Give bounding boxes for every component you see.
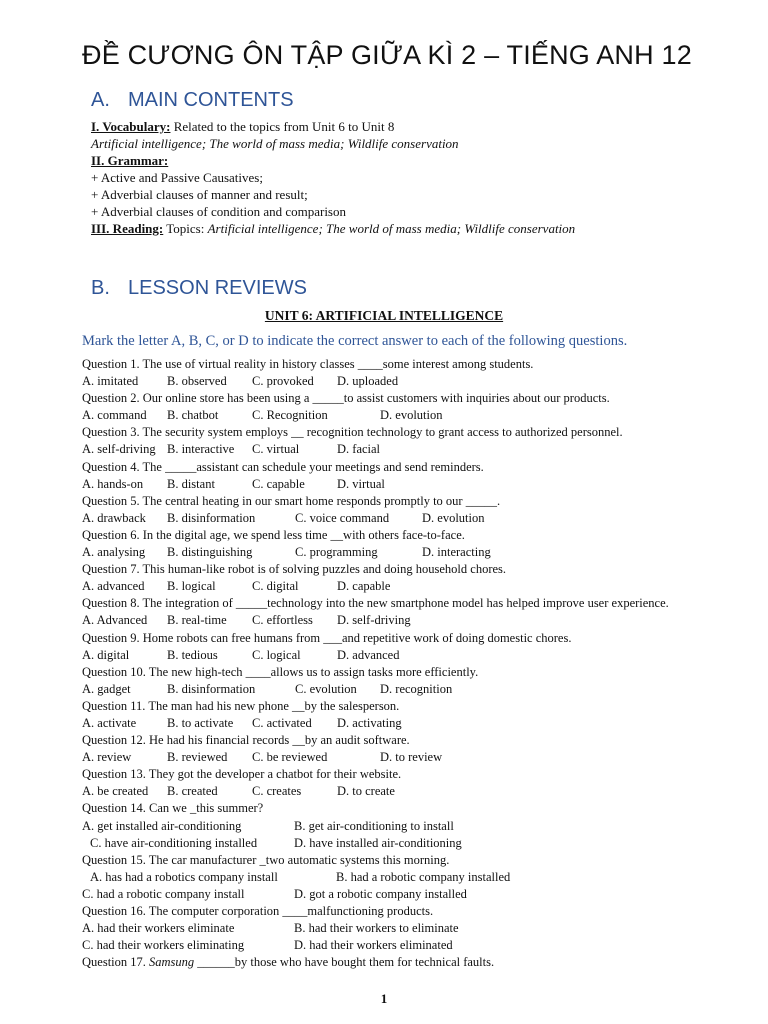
question-17-label: Question 17.	[82, 955, 150, 970]
question-3: Question 3. The security system employs __ recognition technology to grant access to authorized personnel.	[82, 425, 623, 440]
option-c: C. had a robotic company install	[82, 886, 245, 901]
option-c: C. provoked	[252, 374, 314, 389]
answer-options	[82, 544, 707, 561]
option-b: B. tedious	[167, 647, 218, 662]
reading-label: III. Reading:	[91, 221, 164, 236]
section-label: MAIN CONTENTS	[128, 89, 294, 111]
option-d: D. virtual	[337, 476, 385, 491]
question-16: Question 16. The computer corporation ____malfunctioning products.	[82, 904, 434, 918]
grammar-label: II. Grammar:	[91, 153, 169, 168]
option-a: A. advanced	[82, 579, 145, 594]
option-d: D. to review	[380, 750, 443, 765]
vocabulary-topics: Artificial intelligence; The world of mass media; Wildlife conservation	[91, 136, 459, 151]
answer-options	[82, 373, 707, 390]
option-c: C. virtual	[252, 442, 300, 457]
unit-title-wrap	[82, 308, 686, 324]
option-d: D. activating	[337, 715, 402, 730]
question-15: Question 15. The car manufacturer _two automatic systems this morning.	[82, 852, 450, 867]
option-c: C. have air-conditioning installed	[90, 835, 258, 850]
option-d: D. evolution	[380, 408, 443, 423]
answer-options	[82, 869, 707, 886]
question-4: Question 4. The _____assistant can schedule your meetings and send reminders.	[82, 459, 484, 474]
option-c: C. effortless	[252, 613, 313, 628]
answer-options	[82, 835, 707, 852]
option-c: C. logical	[252, 647, 301, 662]
option-c: C. activated	[252, 715, 312, 730]
option-a: A. Advanced	[82, 613, 148, 628]
option-b: B. real-time	[167, 613, 227, 628]
option-b: B. observed	[167, 374, 227, 389]
answer-options	[82, 647, 707, 664]
option-d: D. recognition	[380, 681, 453, 696]
answer-options	[82, 681, 707, 698]
option-b: B. created	[167, 784, 218, 799]
vocabulary-line	[91, 118, 731, 135]
option-b: B. had their workers to eliminate	[294, 921, 459, 936]
option-d: D. uploaded	[337, 374, 399, 389]
option-d: D. had their workers eliminated	[294, 938, 453, 953]
question-7: Question 7. This human-like robot is of solving puzzles and doing household chores.	[82, 562, 507, 577]
unit-title: UNIT 6: ARTIFICIAL INTELLIGENCE	[264, 308, 504, 323]
option-c: C. Recognition	[252, 408, 328, 423]
section-letter: B.	[91, 277, 110, 299]
option-a: A. gadget	[82, 681, 131, 696]
reading-line	[91, 220, 731, 237]
question-10: Question 10. The new high-tech ____allows us to assign tasks more efficiently.	[82, 664, 479, 679]
option-a: A. activate	[82, 715, 137, 730]
answer-options	[82, 749, 707, 766]
instruction: Mark the letter A, B, C, or D to indicate the correct answer to each of the following questions.	[82, 333, 628, 349]
option-a: A. analysing	[82, 545, 146, 560]
option-a: A. command	[82, 408, 147, 423]
option-a: A. has had a robotics company install	[90, 869, 278, 884]
option-d: D. facial	[337, 442, 381, 457]
reading-prefix: Topics:	[163, 221, 208, 236]
option-d: D. interacting	[422, 545, 491, 560]
answer-options	[82, 920, 707, 937]
page-number: 1	[380, 991, 388, 1006]
option-b: B. interactive	[167, 442, 235, 457]
question-1: Question 1. The use of virtual reality in history classes ____some interest among students.	[82, 357, 534, 371]
question-list	[82, 356, 707, 971]
option-b: B. get air-conditioning to install	[294, 818, 454, 833]
question-12: Question 12. He had his financial records __by an audit software.	[82, 733, 410, 748]
question-9: Question 9. Home robots can free humans from ___and repetitive work of doing domestic chores.	[82, 630, 572, 645]
page-title: ĐỀ CƯƠNG ÔN TẬP GIỮA KÌ 2 – TIẾNG ANH 12	[82, 40, 692, 70]
option-b: B. disinformation	[167, 510, 256, 525]
option-c: C. programming	[295, 545, 378, 560]
section-heading-main-contents	[91, 89, 294, 112]
question-14: Question 14. Can we _this summer?	[82, 801, 264, 816]
option-c: C. evolution	[295, 681, 357, 696]
option-a: A. imitated	[82, 374, 139, 389]
option-d: D. got a robotic company installed	[294, 886, 467, 901]
question-8: Question 8. The integration of _____technology into the new smartphone model has helped improve user experience.	[82, 596, 669, 611]
grammar-item: + Adverbial clauses of manner and result;	[91, 187, 308, 202]
option-b: B. distant	[167, 476, 215, 491]
option-d: D. self-driving	[337, 613, 411, 628]
option-b: B. reviewed	[167, 750, 228, 765]
option-c: C. had their workers eliminating	[82, 938, 245, 953]
question-11: Question 11. The man had his new phone __by the salesperson.	[82, 698, 400, 713]
option-b: B. distinguishing	[167, 545, 253, 560]
option-a: A. hands-on	[82, 476, 144, 491]
option-a: A. drawback	[82, 510, 146, 525]
option-a: A. self-driving	[82, 442, 156, 457]
option-c: C. voice command	[295, 510, 390, 525]
section-heading-lesson-reviews	[91, 277, 307, 300]
option-c: C. creates	[252, 784, 302, 799]
option-a: A. had their workers eliminate	[82, 921, 235, 936]
question-5: Question 5. The central heating in our smart home responds promptly to our _____.	[82, 493, 501, 508]
answer-options	[82, 818, 707, 835]
answer-options	[82, 937, 707, 954]
option-a: A. be created	[82, 784, 149, 799]
grammar-item: + Adverbial clauses of condition and comparison	[91, 204, 346, 219]
answer-options	[82, 612, 707, 629]
option-a: A. digital	[82, 647, 130, 662]
answer-options	[82, 715, 707, 732]
answer-options	[82, 783, 707, 800]
option-b: B. logical	[167, 579, 216, 594]
option-c: C. capable	[252, 476, 305, 491]
question-17-brand: Samsung	[149, 955, 195, 970]
option-b: B. had a robotic company installed	[336, 869, 511, 884]
option-b: B. chatbot	[167, 408, 219, 423]
answer-options	[82, 441, 707, 458]
section-letter: A.	[91, 89, 110, 111]
section-label: LESSON REVIEWS	[128, 277, 307, 299]
option-a: A. review	[82, 750, 132, 765]
answer-options	[82, 886, 707, 903]
answer-options	[82, 476, 707, 493]
question-13: Question 13. They got the developer a chatbot for their website.	[82, 767, 402, 782]
main-contents	[91, 118, 731, 237]
answer-options	[82, 578, 707, 595]
option-d: D. evolution	[422, 510, 485, 525]
option-d: D. capable	[337, 579, 391, 594]
option-d: D. have installed air-conditioning	[294, 835, 462, 850]
option-d: D. advanced	[337, 647, 400, 662]
option-d: D. to create	[337, 784, 395, 799]
option-a: A. get installed air-conditioning	[82, 818, 242, 833]
answer-options	[82, 407, 707, 424]
option-b: B. to activate	[167, 715, 234, 730]
option-b: B. disinformation	[167, 681, 256, 696]
grammar-item: + Active and Passive Causatives;	[91, 170, 263, 185]
question-2: Question 2. Our online store has been using a _____to assist customers with inquiries about our products.	[82, 391, 610, 406]
option-c: C. be reviewed	[252, 750, 328, 765]
reading-topics: Artificial intelligence; The world of mass media; Wildlife conservation	[207, 221, 576, 236]
question-17-rest: ______by those who have bought them for technical faults.	[194, 955, 495, 970]
vocabulary-label: I. Vocabulary:	[91, 119, 171, 134]
answer-options	[82, 510, 707, 527]
question-6: Question 6. In the digital age, we spend less time __with others face-to-face.	[82, 527, 465, 542]
vocabulary-text: Related to the topics from Unit 6 to Unit 8	[170, 119, 395, 134]
question-17	[82, 954, 707, 971]
option-c: C. digital	[252, 579, 299, 594]
